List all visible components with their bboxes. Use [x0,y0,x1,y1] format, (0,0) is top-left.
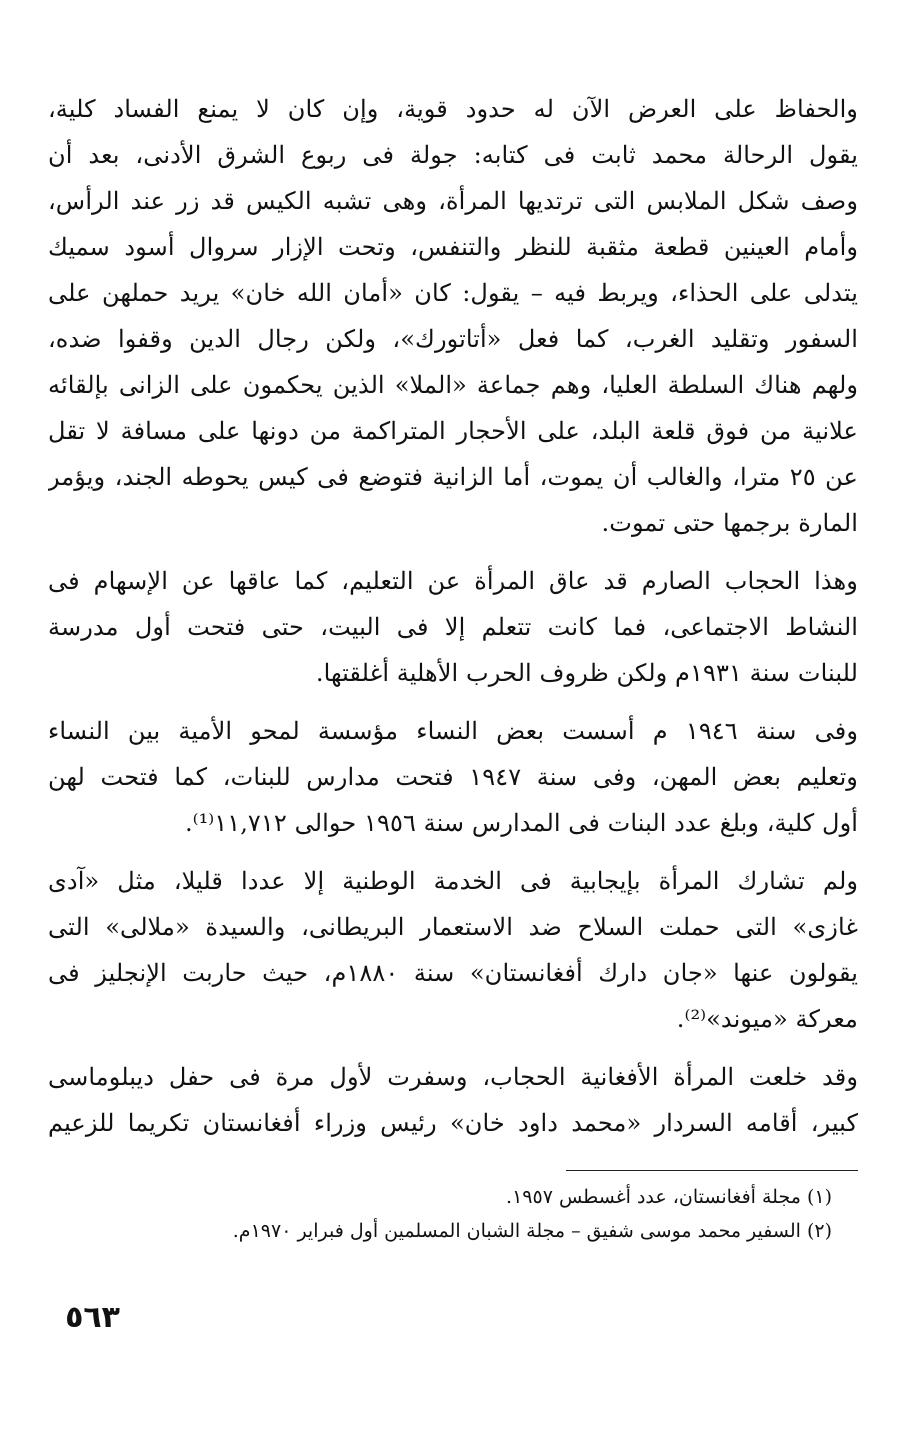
text-line: كبير، أقامه السردار «محمد داود خان» رئيس وزراء أفغانستان تكريما للزعيم [48,1109,858,1137]
text-line: وفى سنة ١٩٤٦ م أسست بعض النساء مؤسسة لمحو الأمية بين النساء [48,717,858,745]
paragraph-gap [48,696,858,708]
paragraph-2 [48,558,858,696]
text-line: وصف شكل الملابس التى ترتديها المرأة، وهى تشبه الكيس قد زر عند الرأس، [48,187,858,215]
text-line: يقول الرحالة محمد ثابت فى كتابه: جولة فى ربوع الشرق الأدنى، بعد أن [48,141,858,169]
footnote-1: (١) مجلة أفغانستان، عدد أغسطس ١٩٥٧. [506,1186,832,1208]
text-line: علانية من فوق قلعة البلد، على الأحجار المتراكمة من دونها على مسافة لا تقل [48,417,858,445]
text-line: السفور وتقليد الغرب، كما فعل «أتاتورك»، ولكن رجال الدين وقفوا ضده، [48,325,858,353]
footnote-divider [566,1170,858,1171]
paragraph-gap [48,1042,858,1054]
paragraph-5 [48,1054,858,1146]
text-line: ولم تشارك المرأة بإيجابية فى الخدمة الوطنية إلا عددا قليلا، مثل «آدى [48,867,858,895]
text-line: عن ٢٥ مترا، والغالب أن يموت، أما الزانية فتوضع فى كيس يحوطه الجند، ويؤمر [48,463,858,491]
text-line: يتدلى على الحذاء، ويربط فيه – يقول: كان «أمان الله خان» يريد حملهن على [48,279,858,307]
text-line: معركة «ميوند»⁽²⁾. [676,1005,858,1033]
paragraph-3 [48,708,858,846]
paragraph-gap [48,546,858,558]
body-text [48,86,858,1146]
footnotes [48,1180,832,1248]
page-number: ٥٦٣ [65,1300,120,1335]
paragraph-1 [48,86,858,546]
footnote-2: (٢) السفير محمد موسى شفيق – مجلة الشبان المسلمين أول فبراير ١٩٧٠م. [232,1220,832,1242]
text-line: النشاط الاجتماعى، فما كانت تتعلم إلا فى البيت، حتى فتحت أول مدرسة [48,613,858,641]
text-line: أول كلية، وبلغ عدد البنات فى المدارس سنة ١٩٥٦ حوالى ١١,٧١٢⁽¹⁾. [184,809,858,837]
text-line: وهذا الحجاب الصارم قد عاق المرأة عن التعليم، كما عاقها عن الإسهام فى [48,567,858,595]
text-line: والحفاظ على العرض الآن له حدود قوية، وإن كان لا يمنع الفساد كلية، [48,95,858,123]
text-line: غازى» التى حملت السلاح ضد الاستعمار البريطانى، والسيدة «ملالى» التى [48,913,858,941]
text-line: المارة برجمها حتى تموت. [601,509,858,537]
text-line: وقد خلعت المرأة الأفغانية الحجاب، وسفرت لأول مرة فى حفل ديبلوماسى [48,1063,858,1091]
text-line: يقولون عنها «جان دارك أفغانستان» سنة ١٨٨٠م، حيث حاربت الإنجليز فى [48,959,858,987]
text-line: للبنات سنة ١٩٣١م ولكن ظروف الحرب الأهلية أغلقتها. [315,659,858,687]
paragraph-4 [48,858,858,1042]
text-line: وأمام العينين قطعة مثقبة للنظر والتنفس، وتحت الإزار سروال أسود سميك [48,233,858,261]
paragraph-gap [48,846,858,858]
text-line: ولهم هناك السلطة العليا، وهم جماعة «الملا» الذين يحكمون على الزانى بإلقائه [48,371,858,399]
text-line: وتعليم بعض المهن، وفى سنة ١٩٤٧ فتحت مدارس للبنات، كما فتحت لهن [48,763,858,791]
